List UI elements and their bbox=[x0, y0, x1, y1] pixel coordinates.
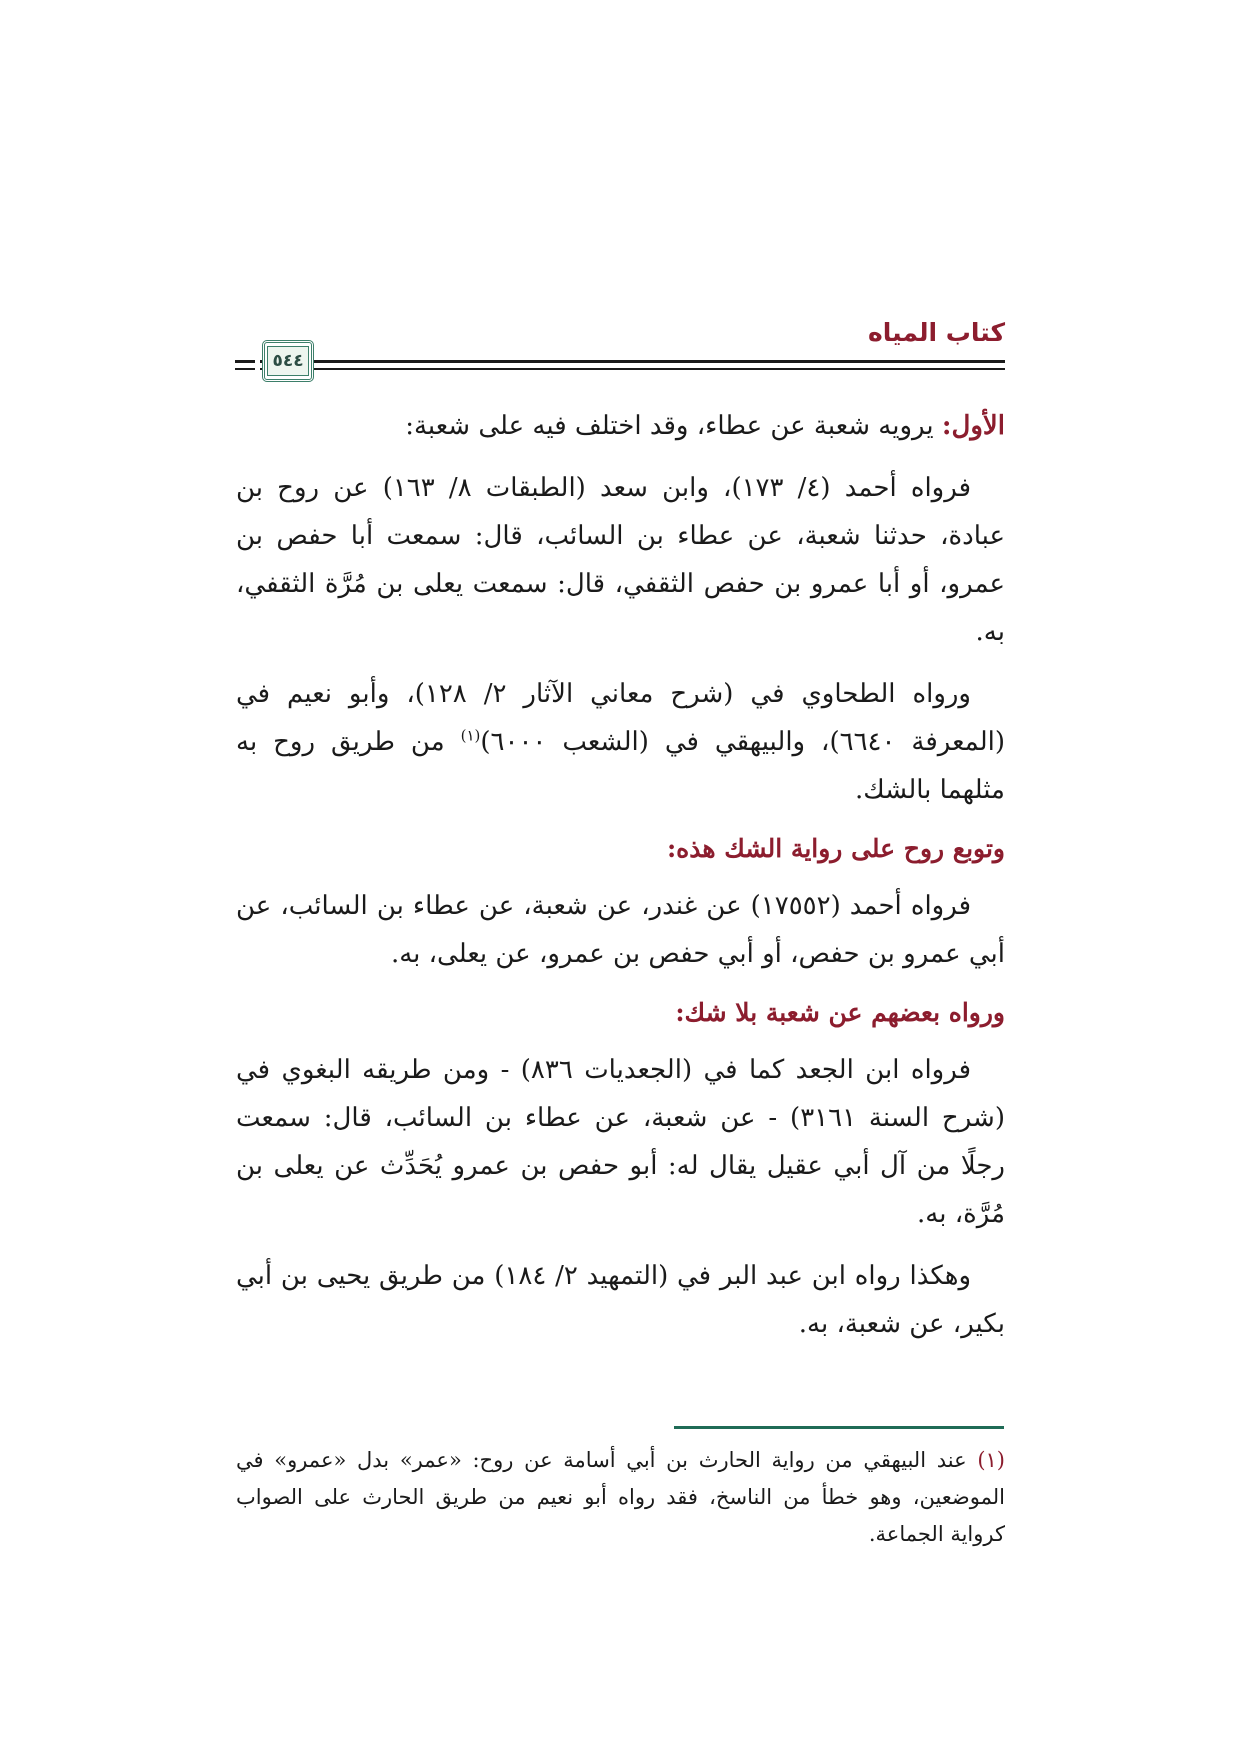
paragraph-6: وهكذا رواه ابن عبد البر في (التمهيد ٢/ ١٨٤) من طريق يحيى بن أبي بكير، عن شعبة، به. bbox=[236, 1261, 1005, 1339]
header-rule-left-thick bbox=[235, 360, 255, 363]
paragraph-3-text-a: ورواه الطحاوي في (شرح معاني الآثار ٢/ ١٢٨)، وأبو نعيم في (المعرفة ٦٦٤٠)، والبيهقي في (الشعب ٦٠٠٠) bbox=[236, 679, 1006, 757]
footnote-number: (١) bbox=[977, 1448, 1005, 1472]
running-title: كتاب المياه bbox=[867, 318, 1005, 347]
footnote-1 bbox=[236, 1442, 1005, 1553]
paragraph-5: فرواه ابن الجعد كما في (الجعديات ٨٣٦) - ومن طريقه البغوي في (شرح السنة ٣١٦١) - عن شعبة، عن عطاء بن السائب، قال: سمعت رجلًا من آل أبي عقيل يقال له: أبو حفص بن عمرو يُحَدِّث عن يعلى بن مُرَّة، به. bbox=[236, 1055, 1005, 1229]
section-lead: الأول: bbox=[941, 411, 1005, 441]
paragraph-1 bbox=[236, 402, 1005, 450]
footnote-separator bbox=[674, 1426, 1004, 1429]
footnote-ref-1[interactable]: (١) bbox=[460, 726, 481, 745]
header-rule-left-thin bbox=[235, 368, 255, 370]
paragraph-1-text: يرويه شعبة عن عطاء، وقد اختلف فيه على شعبة: bbox=[405, 411, 942, 441]
paragraph-3-text-b: من طريق روح به مثلهما بالشك. bbox=[236, 727, 1005, 805]
header-rule-thick bbox=[260, 360, 1005, 363]
paragraph-3 bbox=[236, 670, 1005, 814]
page-number-badge bbox=[262, 340, 314, 382]
footnote-1-text: عند البيهقي من رواية الحارث بن أبي أسامة عن روح: «عمر» بدل «عمرو» في الموضعين، وهو خطأ من الناسخ، فقد رواه أبو نعيم من طريق الحارث على الصواب كرواية الجماعة. bbox=[236, 1448, 1005, 1546]
header-rule-thin bbox=[260, 368, 1005, 370]
subheading-1: وتوبع روح على رواية الشك هذه: bbox=[666, 834, 1005, 863]
page-number: ٥٤٤ bbox=[267, 346, 309, 376]
subheading-2: ورواه بعضهم عن شعبة بلا شك: bbox=[675, 998, 1005, 1027]
footnotes bbox=[236, 1442, 1005, 1553]
main-text bbox=[236, 402, 1005, 1348]
paragraph-4: فرواه أحمد (١٧٥٥٢) عن غندر، عن شعبة، عن عطاء بن السائب، عن أبي عمرو بن حفص، أو أبي حفص بن عمرو، عن يعلى، به. bbox=[236, 891, 1005, 969]
paragraph-2: فرواه أحمد (٤/ ١٧٣)، وابن سعد (الطبقات ٨/ ١٦٣) عن روح بن عبادة، حدثنا شعبة، عن عطاء بن السائب، قال: سمعت أبا حفص بن عمرو، أو أبا عمرو بن حفص الثقفي، قال: سمعت يعلى بن مُرَّة الثقفي، به. bbox=[236, 473, 1005, 647]
